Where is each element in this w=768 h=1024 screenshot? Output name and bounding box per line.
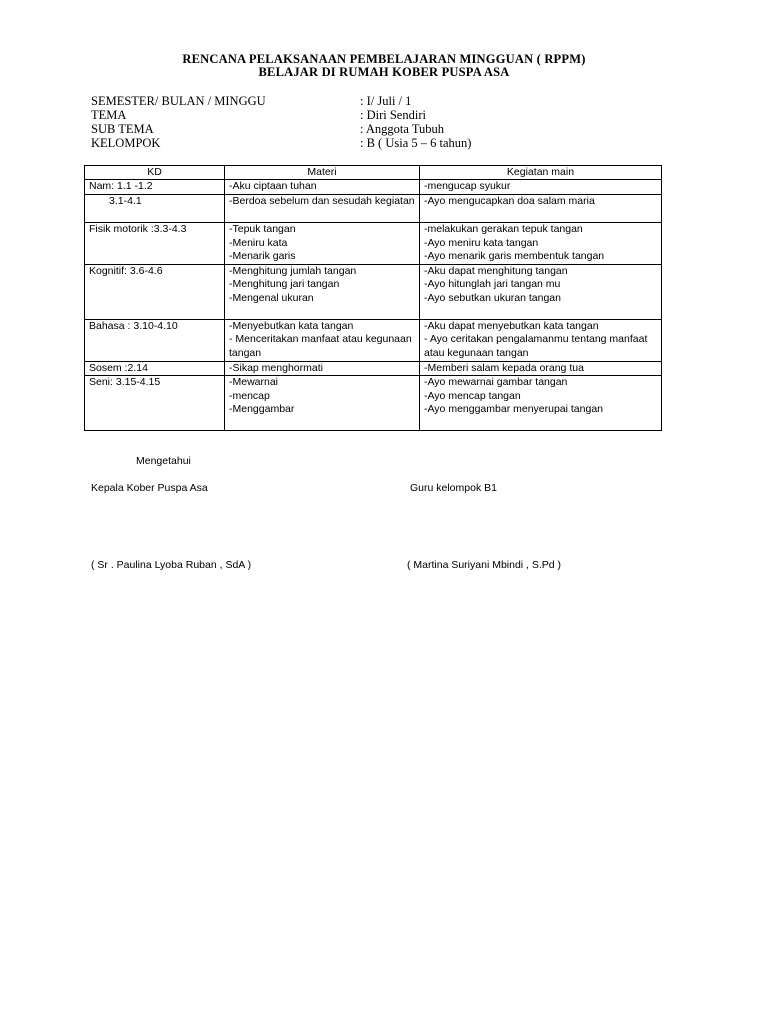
cell-text: - Ayo ceritakan pengalamanmu tentang manfaat atau kegunaan tangan xyxy=(424,333,648,359)
cell-materi xyxy=(225,180,420,195)
cell-kegiatan xyxy=(420,223,662,265)
cell-kd xyxy=(85,361,225,376)
column-header-kd: KD xyxy=(85,166,225,180)
meta-kelompok xyxy=(91,136,631,150)
cell-text: -Ayo menarik garis membentuk tangan xyxy=(424,250,605,263)
cell-text: Nam: 1.1 -1.2 xyxy=(89,180,153,192)
cell-kd xyxy=(85,195,225,223)
column-header-materi: Materi xyxy=(225,166,420,180)
right-signer-name: ( Martina Suriyani Mbindi , S.Pd ) xyxy=(407,559,562,571)
cell-kegiatan xyxy=(420,195,662,223)
cell-text: -Ayo hitunglah jari tangan mu xyxy=(424,278,561,291)
cell-text: Seni: 3.15-4.15 xyxy=(89,376,161,389)
meta-label: KELOMPOK xyxy=(91,136,161,150)
table-header-row xyxy=(85,166,662,180)
cell-text: -Menghitung jari tangan xyxy=(229,278,340,291)
cell-text: -Menghitung jumlah tangan xyxy=(229,264,357,277)
cell-text: - Menceritakan manfaat atau kegunaan tangan xyxy=(229,333,412,359)
cell-materi xyxy=(225,223,420,265)
column-header-kegiatan: Kegiatan main xyxy=(420,166,662,180)
cell-kegiatan xyxy=(420,376,662,431)
cell-kd xyxy=(85,180,225,195)
cell-text: -Memberi salam kepada orang tua xyxy=(424,361,584,374)
right-signer-role: Guru kelompok B1 xyxy=(410,482,497,494)
cell-text: Fisik motorik :3.3-4.3 xyxy=(89,223,187,235)
cell-text: -Mewarnai xyxy=(229,376,279,389)
cell-materi xyxy=(225,319,420,361)
document-title: RENCANA PELAKSANAAN PEMBELAJARAN MINGGUAN ( RPPM) xyxy=(182,52,586,66)
meta-value: : Anggota Tubuh xyxy=(360,122,445,136)
cell-text: -Ayo menggambar menyerupai tangan xyxy=(424,403,603,416)
cell-text: -Ayo mewarnai gambar tangan xyxy=(424,376,568,389)
meta-label: SUB TEMA xyxy=(91,122,154,136)
cell-text: -Aku dapat menyebutkan kata tangan xyxy=(424,319,599,332)
cell-kegiatan xyxy=(420,319,662,361)
cell-kegiatan xyxy=(420,180,662,195)
table-row xyxy=(85,361,662,376)
table-row xyxy=(85,223,662,265)
meta-subtema xyxy=(91,122,631,136)
left-signer-role: Kepala Kober Puspa Asa xyxy=(91,482,208,494)
cell-text: -Menarik garis xyxy=(229,250,296,263)
cell-kd xyxy=(85,376,225,431)
document-subtitle: BELAJAR DI RUMAH KOBER PUSPA ASA xyxy=(258,65,510,79)
cell-text: -Tepuk tangan xyxy=(229,223,296,235)
cell-materi xyxy=(225,195,420,223)
cell-text: -Menggambar xyxy=(229,403,295,416)
cell-kd xyxy=(85,264,225,319)
cell-materi xyxy=(225,264,420,319)
table-row xyxy=(85,180,662,195)
meta-value: : Diri Sendiri xyxy=(360,108,426,122)
cell-text: -Menyebutkan kata tangan xyxy=(229,319,354,332)
cell-kegiatan xyxy=(420,264,662,319)
meta-tema xyxy=(91,108,631,122)
left-signer-name: ( Sr . Paulina Lyoba Ruban , SdA ) xyxy=(91,559,252,571)
cell-text: -Mengenal ukuran xyxy=(229,291,314,304)
cell-text: -Aku ciptaan tuhan xyxy=(229,180,317,192)
table-row xyxy=(85,264,662,319)
cell-text: Kognitif: 3.6-4.6 xyxy=(89,264,163,277)
cell-text: -mencap xyxy=(229,389,270,402)
cell-text: Sosem :2.14 xyxy=(89,361,148,374)
meta-label: SEMESTER/ BULAN / MINGGU xyxy=(91,94,266,108)
cell-text: -melakukan gerakan tepuk tangan xyxy=(424,223,583,235)
cell-text: -Sikap menghormati xyxy=(229,361,323,374)
cell-text: -Ayo mengucapkan doa salam maria xyxy=(424,195,595,207)
cell-text: -Aku dapat menghitung tangan xyxy=(424,264,568,277)
meta-label: TEMA xyxy=(91,108,127,122)
table-row xyxy=(85,376,662,431)
cell-text: -Berdoa sebelum dan sesudah kegiatan xyxy=(229,195,415,207)
meta-value: : B ( Usia 5 – 6 tahun) xyxy=(360,136,472,150)
cell-kd xyxy=(85,223,225,265)
meta-semester xyxy=(91,94,631,108)
cell-text: Bahasa : 3.10-4.10 xyxy=(89,319,178,332)
meta-value: : I/ Juli / 1 xyxy=(360,94,412,108)
cell-kd xyxy=(85,319,225,361)
mengetahui-label: Mengetahui xyxy=(136,455,191,467)
cell-materi xyxy=(225,361,420,376)
cell-text: -Meniru kata xyxy=(229,236,288,249)
cell-text: 3.1-4.1 xyxy=(109,195,142,207)
cell-text: -Ayo meniru kata tangan xyxy=(424,236,539,249)
cell-materi xyxy=(225,376,420,431)
cell-kegiatan xyxy=(420,361,662,376)
cell-text: -Ayo mencap tangan xyxy=(424,389,521,402)
table-row xyxy=(85,319,662,361)
cell-text: -Ayo sebutkan ukuran tangan xyxy=(424,291,561,304)
rppm-table xyxy=(84,165,662,431)
table-row xyxy=(85,195,662,223)
cell-text: -mengucap syukur xyxy=(424,180,511,192)
